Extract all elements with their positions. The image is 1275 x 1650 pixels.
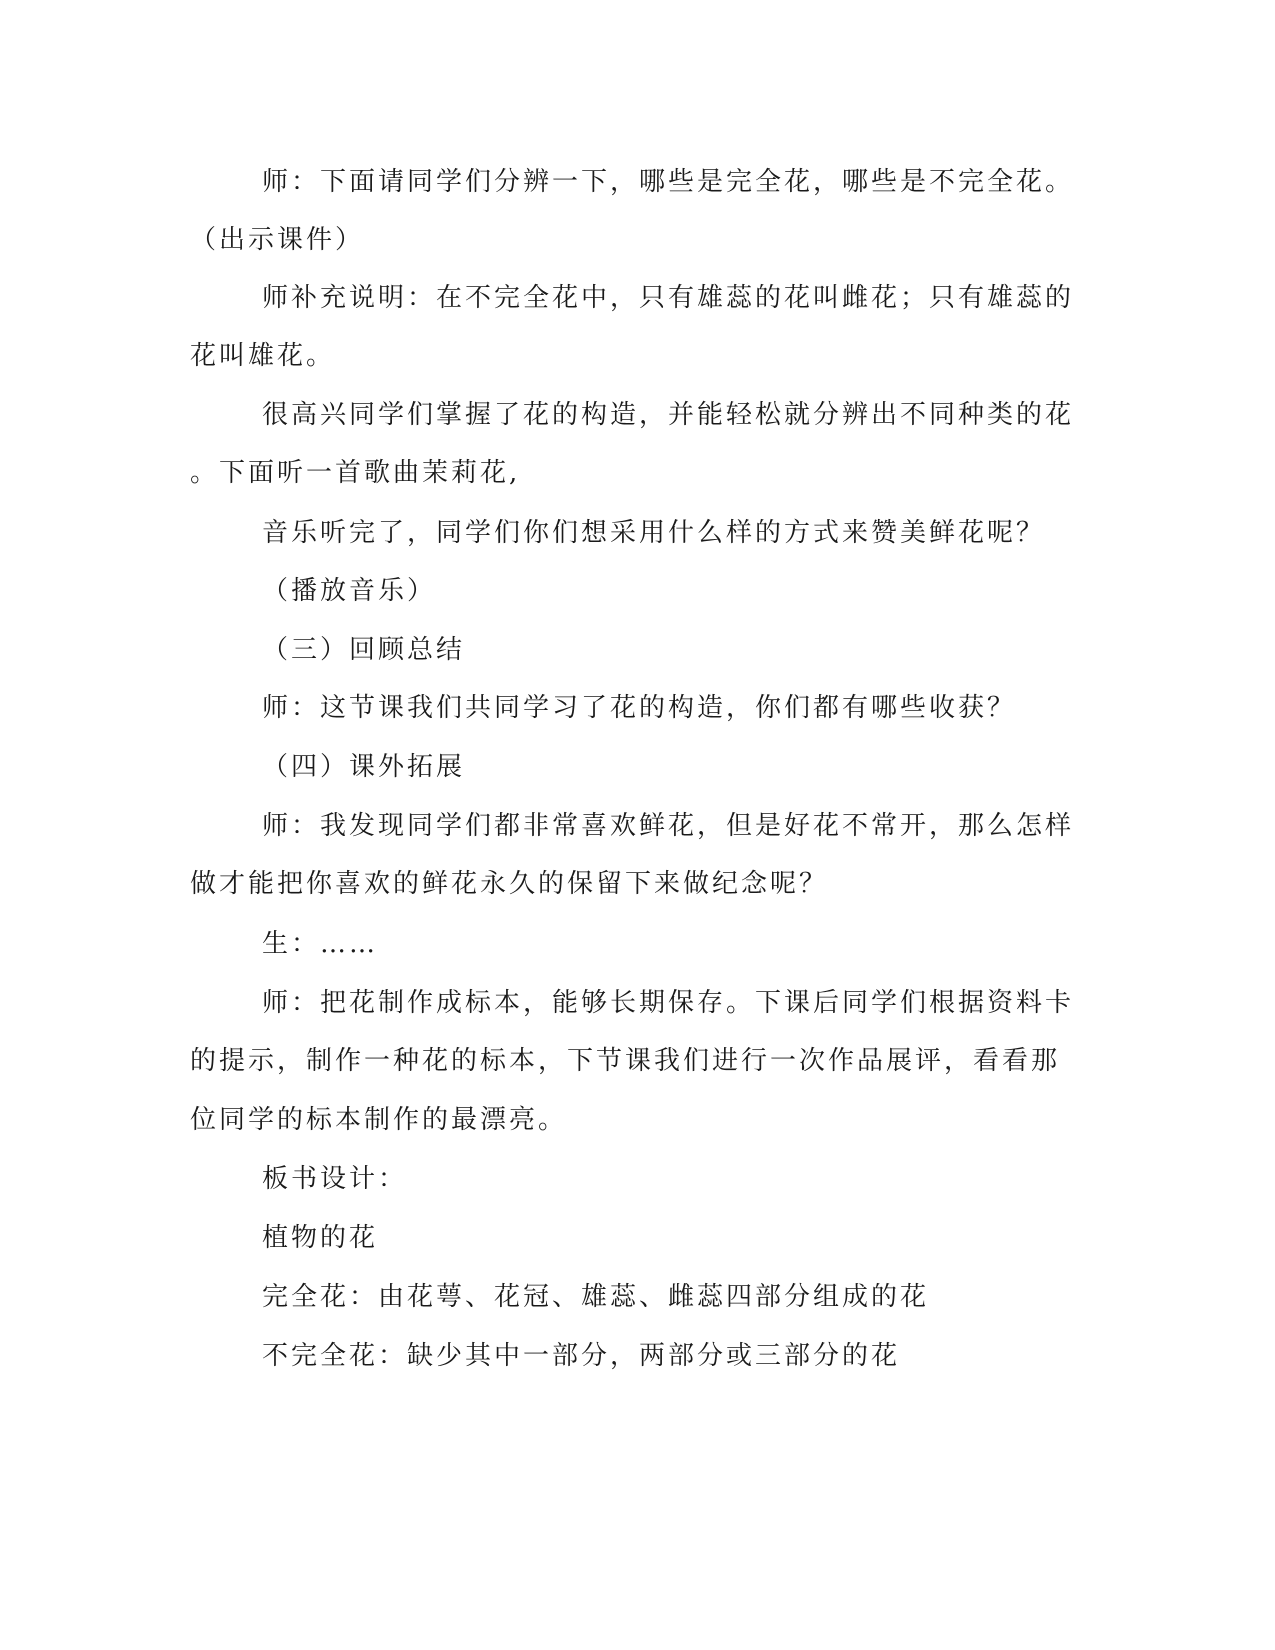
text-line-20: 完全花：由花萼、花冠、雄蕊、雌蕊四部分组成的花 [262, 1282, 930, 1312]
text-line-11: （四）课外拓展 [262, 752, 466, 782]
text-line-16: 的提示，制作一种花的标本，下节课我们进行一次作品展评，看看那 [190, 1046, 1061, 1076]
text-line-5: 很高兴同学们掌握了花的构造，并能轻松就分辨出不同种类的花 [262, 400, 1075, 430]
text-line-12: 师：我发现同学们都非常喜欢鲜花，但是好花不常开，那么怎样 [262, 811, 1075, 841]
text-line-14: 生：…… [262, 929, 379, 959]
text-line-9: （三）回顾总结 [262, 635, 466, 665]
text-line-1: 师：下面请同学们分辨一下，哪些是完全花，哪些是不完全花。 [262, 167, 1075, 197]
text-line-15: 师：把花制作成标本，能够长期保存。下课后同学们根据资料卡 [262, 988, 1075, 1018]
text-line-18: 板书设计： [262, 1164, 408, 1194]
text-line-19: 植物的花 [262, 1223, 379, 1253]
text-line-13: 做才能把你喜欢的鲜花永久的保留下来做纪念呢？ [190, 869, 829, 899]
text-line-17: 位同学的标本制作的最漂亮。 [190, 1105, 568, 1135]
text-line-21: 不完全花：缺少其中一部分，两部分或三部分的花 [262, 1341, 901, 1371]
text-line-6: 。下面听一首歌曲茉莉花, [190, 458, 521, 488]
text-line-4: 花叫雄花。 [190, 341, 336, 371]
text-line-7: 音乐听完了，同学们你们想采用什么样的方式来赞美鲜花呢？ [262, 518, 1046, 548]
text-line-3: 师补充说明：在不完全花中，只有雄蕊的花叫雌花；只有雄蕊的 [262, 283, 1075, 313]
text-line-10: 师：这节课我们共同学习了花的构造，你们都有哪些收获？ [262, 693, 1017, 723]
text-line-8: （播放音乐） [262, 576, 437, 606]
text-line-2: （出示课件） [190, 225, 365, 255]
